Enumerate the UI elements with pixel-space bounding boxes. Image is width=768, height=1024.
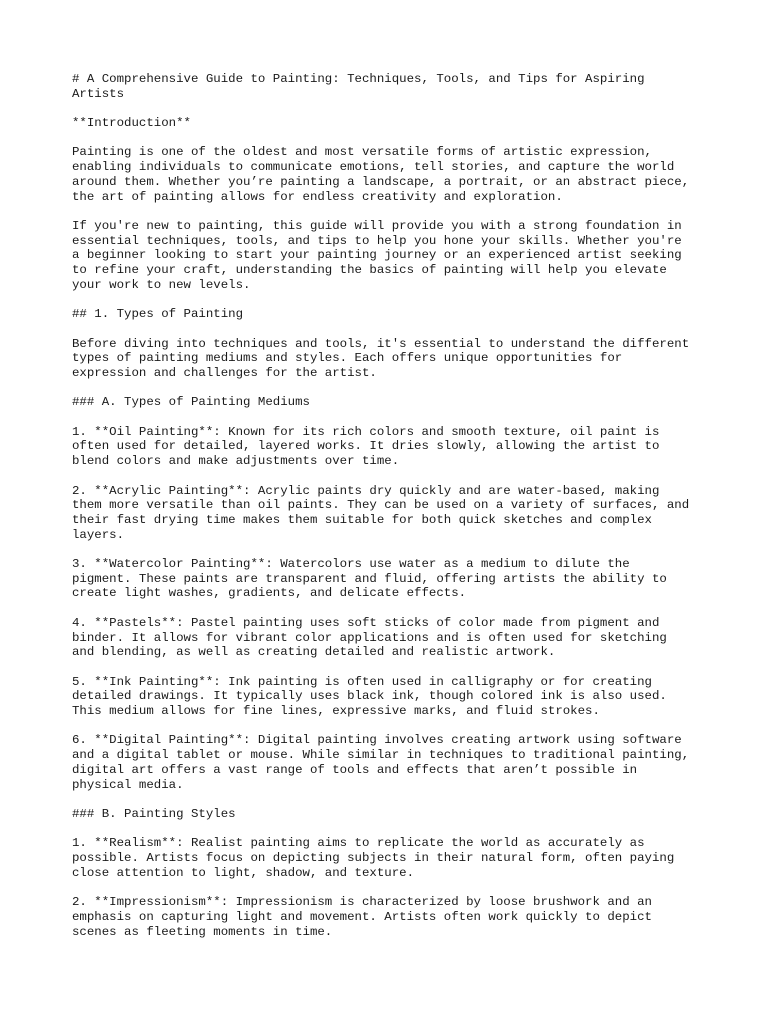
- document-title: # A Comprehensive Guide to Painting: Techniques, Tools, and Tips for Aspiring Artists: [72, 72, 645, 101]
- list-item-pastels: 4. **Pastels**: Pastel painting uses soft sticks of color made from pigment and binder. It allows for vibrant color applications and is often used for sketching and blending, as well as creating detailed and realistic artwork.: [72, 615, 667, 660]
- subsection-heading-styles: ### B. Painting Styles: [72, 806, 236, 821]
- intro-paragraph-1: Painting is one of the oldest and most versatile forms of artistic expression, enabling individuals to communicate emotions, tell stories, and capture the world around them. Whether you’re painting a landscape, a portrait, or an abstract piece, the art of painting allows for endless creativity and exploration.: [72, 145, 690, 204]
- list-item-acrylic-painting: 2. **Acrylic Painting**: Acrylic paints dry quickly and are water-based, making them more versatile than oil paints. They can be used on a variety of surfaces, and their fast drying time makes them suitable for both quick sketches and complex layers.: [72, 483, 690, 542]
- list-item-oil-painting: 1. **Oil Painting**: Known for its rich colors and smooth texture, oil paint is often used for detailed, layered works. It dries slowly, allowing the artist to blend colors and make adjustments over time.: [72, 424, 660, 469]
- section-heading-types-of-painting: ## 1. Types of Painting: [72, 307, 244, 322]
- list-item-watercolor-painting: 3. **Watercolor Painting**: Watercolors use water as a medium to dilute the pigment. These paints are transparent and fluid, offering artists the ability to create light washes, gradients, and delicate effects.: [72, 557, 667, 601]
- list-item-realism: 1. **Realism**: Realist painting aims to replicate the world as accurately as possible. Artists focus on depicting subjects in their natural form, often paying close attention to light, shadow, and texture.: [72, 836, 675, 880]
- list-item-impressionism: 2. **Impressionism**: Impressionism is characterized by loose brushwork and an emphasis on capturing light and movement. Artists often work quickly to depict scenes as fleeting moments in time.: [72, 895, 652, 939]
- section-paragraph: Before diving into techniques and tools, it's essential to understand the different types of painting mediums and styles. Each offers unique opportunities for expression and challenges for the artist.: [72, 336, 690, 380]
- intro-paragraph-2: If you're new to painting, this guide will provide you with a strong foundation in essential techniques, tools, and tips to help you hone your skills. Whether you're a beginner looking to start your painting journey or an experienced artist seeking to refine your craft, understanding the basics of painting will help you elevate your work to new levels.: [72, 218, 682, 292]
- subsection-heading-mediums: ### A. Types of Painting Mediums: [72, 395, 310, 410]
- document-body: [72, 72, 712, 954]
- introduction-heading: **Introduction**: [72, 116, 191, 131]
- list-item-digital-painting: 6. **Digital Painting**: Digital painting involves creating artwork using software and a digital tablet or mouse. While similar in techniques to traditional painting, digital art offers a vast range of tools and effects that aren’t possible in physical media.: [72, 733, 690, 792]
- list-item-ink-painting: 5. **Ink Painting**: Ink painting is often used in calligraphy or for creating detailed drawings. It typically uses black ink, though colored ink is also used. This medium allows for fine lines, expressive marks, and fluid strokes.: [72, 674, 667, 719]
